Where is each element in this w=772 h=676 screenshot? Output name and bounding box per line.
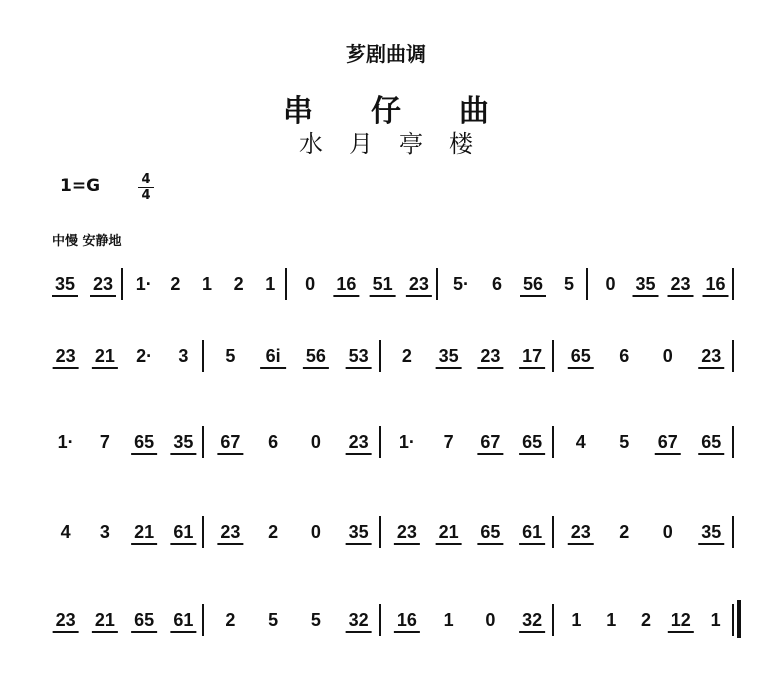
note-group: 5 xyxy=(619,432,630,452)
note-group: 35 xyxy=(635,274,656,294)
note-group: 61 xyxy=(522,522,543,542)
note-group: 5 xyxy=(310,610,321,630)
note-group: 7 xyxy=(443,432,454,452)
note-group: 35 xyxy=(701,522,722,542)
note-group: 1 xyxy=(443,610,454,630)
note-group: 65 xyxy=(134,610,155,630)
note-group: 2 xyxy=(640,610,652,630)
note-group: 16 xyxy=(705,274,726,294)
note-group: 1 xyxy=(201,274,213,294)
note-group: 6 xyxy=(491,274,503,294)
note-group: 21 xyxy=(134,522,155,542)
note-group: 23 xyxy=(570,522,591,542)
note-group: 23 xyxy=(408,274,429,294)
note-group: 21 xyxy=(94,346,115,366)
note-group: 2 xyxy=(233,274,244,294)
note-group: 0 xyxy=(485,610,496,630)
note-group: 1· xyxy=(57,432,74,452)
note-group: 0 xyxy=(305,274,316,294)
note-group: 32 xyxy=(522,610,543,630)
note-group: 65 xyxy=(134,432,155,452)
note-group: 21 xyxy=(438,522,459,542)
note-group: 1· xyxy=(135,274,152,294)
note-group: 67 xyxy=(480,432,501,452)
note-group: 3 xyxy=(178,346,189,366)
key-signature: 1=G xyxy=(60,176,101,196)
note-group: 51 xyxy=(372,274,393,294)
note-group: 65 xyxy=(480,522,501,542)
note-group: 23 xyxy=(396,522,417,542)
note-group: 65 xyxy=(570,346,591,366)
note-group: 4 xyxy=(575,432,586,452)
note-group: 23 xyxy=(480,346,501,366)
note-group: 35 xyxy=(54,274,76,294)
note-group: 12 xyxy=(670,610,691,630)
note-group: 4 xyxy=(60,522,71,542)
note-group: 35 xyxy=(348,522,369,542)
note-group: 0 xyxy=(662,346,673,366)
note-group: 1 xyxy=(710,610,721,630)
note-group: 6 xyxy=(268,432,279,452)
note-group: 23 xyxy=(55,346,76,366)
note-group: 2 xyxy=(225,610,236,630)
note-group: 65 xyxy=(522,432,543,452)
note-group: 0 xyxy=(310,522,321,542)
time-signature-denominator: 4 xyxy=(141,188,151,203)
tempo-marking: 中慢 安静地 xyxy=(52,234,122,249)
note-group: 23 xyxy=(348,432,369,452)
note-group: 23 xyxy=(55,610,76,630)
note-group: 1 xyxy=(265,274,276,294)
page-title: 串仔曲 xyxy=(283,94,547,129)
note-group: 35 xyxy=(173,432,194,452)
note-group: 23 xyxy=(220,522,241,542)
note-group: 6 xyxy=(619,346,630,366)
note-group: 2 xyxy=(268,522,279,542)
note-group: 23 xyxy=(701,346,722,366)
note-group: 1· xyxy=(398,432,415,452)
note-group: 0 xyxy=(662,522,673,542)
note-group: 61 xyxy=(173,610,194,630)
note-group: 53 xyxy=(348,346,369,366)
note-group: 61 xyxy=(173,522,194,542)
note-group: 5· xyxy=(452,274,470,294)
note-group: 67 xyxy=(220,432,241,452)
time-signature-numerator: 4 xyxy=(141,172,151,187)
note-group: 0 xyxy=(310,432,321,452)
note-group: 7 xyxy=(99,432,110,452)
note-group: 5 xyxy=(268,610,279,630)
note-group: 2· xyxy=(136,346,153,366)
note-group: 3 xyxy=(99,522,110,542)
note-group: 1 xyxy=(606,610,617,630)
note-group: 2 xyxy=(619,522,630,542)
note-group: 32 xyxy=(348,610,369,630)
page-subtitle: 水月亭楼 xyxy=(299,130,499,158)
note-group: 35 xyxy=(438,346,459,366)
note-group: 5 xyxy=(563,274,575,294)
note-group: 21 xyxy=(94,610,115,630)
note-group: 0 xyxy=(605,274,616,294)
note-group: 6i xyxy=(265,346,281,366)
note-group: 17 xyxy=(522,346,543,366)
note-group: 65 xyxy=(701,432,722,452)
note-group: 67 xyxy=(657,432,678,452)
genre-heading: 芗剧曲调 xyxy=(346,42,426,66)
note-group: 23 xyxy=(670,274,691,294)
note-group: 16 xyxy=(336,274,357,294)
note-group: 2 xyxy=(401,346,412,366)
note-group: 2 xyxy=(170,274,181,294)
note-group: 56 xyxy=(522,274,544,294)
note-group: 1 xyxy=(571,610,582,630)
note-group: 5 xyxy=(225,346,236,366)
note-group: 56 xyxy=(305,346,326,366)
note-group: 16 xyxy=(396,610,417,630)
note-group: 23 xyxy=(92,274,114,294)
